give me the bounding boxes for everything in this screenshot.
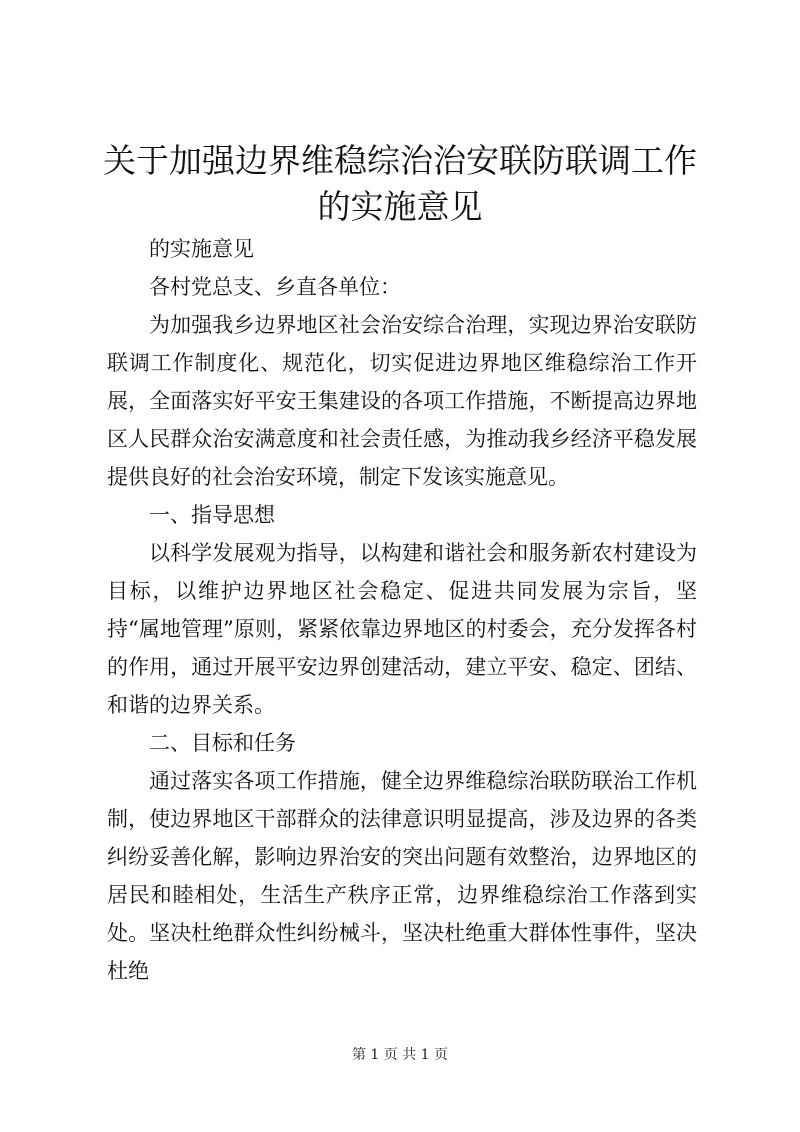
section-heading-guiding-ideology: 一、指导思想 [149,503,275,527]
paragraph-subtitle: 的实施意见 [149,237,254,261]
paragraph-intro: 为加强我乡边界地区社会治安综合治理，实现边界治安联防联调工作制度化、规范化，切实促进边界地区维稳综治工作开展，全面落实好平安王集建设的各项工作措施，不断提高边界地区人民群众治安满意度和社会责任感，为推动我乡经济平稳发展提供良好的社会治安环境，制定下发该实施意见。 [107,313,697,489]
paragraph-salutation: 各村党总支、乡直各单位： [149,275,401,299]
paragraph-goals-tasks: 通过落实各项工作措施，健全边界维稳综治联防联治工作机制，使边界地区干部群众的法律意识明显提高，涉及边界的各类纠纷妥善化解，影响边界治安的突出问题有效整治，边界地区的居民和睦相处，生活生产秩序正常，边界维稳综治工作落到实处。坚决杜绝群众性纠纷械斗，坚决杜绝重大群体性事件，坚决杜绝 [107,769,697,983]
section-heading-goals-tasks: 二、目标和任务 [149,731,296,755]
page-footer: 第 1 页 共 1 页 [351,1047,449,1063]
paragraph-guiding-ideology: 以科学发展观为指导，以构建和谐社会和服务新农村建设为目标，以维护边界地区社会稳定、促进共同发展为宗旨，坚持“属地管理”原则，紧紧依靠边界地区的村委会，充分发挥各村的作用，通过开展平安边界创建活动，建立平安、稳定、团结、和谐的边界关系。 [107,541,697,717]
document-title: 关于加强边界维稳综治治安联防联调工作的实施意见 [103,141,697,226]
document-body [107,230,697,990]
